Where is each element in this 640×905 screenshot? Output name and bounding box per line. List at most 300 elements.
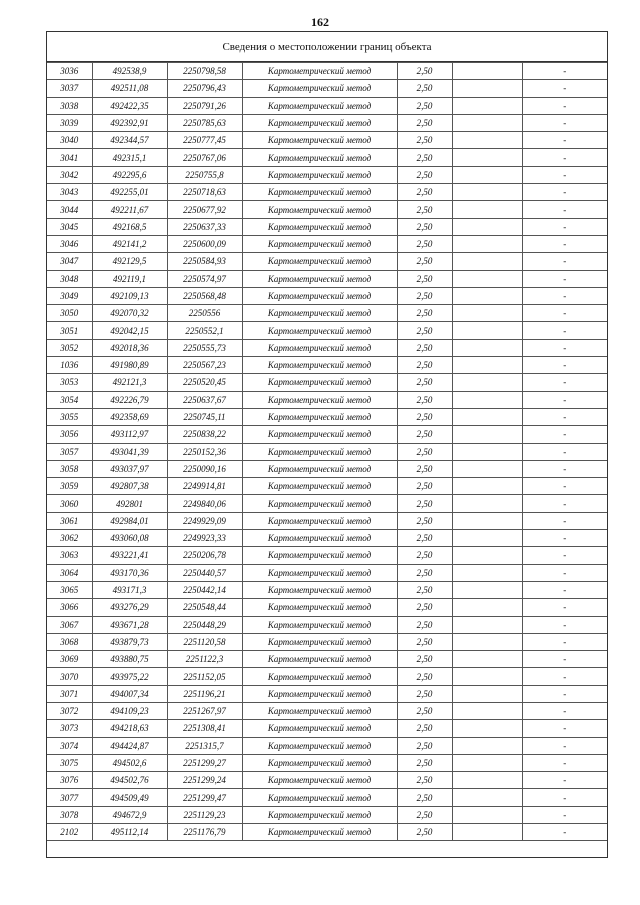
table-row — [47, 63, 607, 80]
cell-accuracy: 2,50 — [397, 789, 452, 806]
cell-extra — [452, 530, 522, 547]
cell-point-number: 3062 — [47, 530, 92, 547]
cell-description: - — [522, 391, 607, 408]
cell-y-coordinate: 2250838,22 — [167, 426, 242, 443]
cell-extra — [452, 512, 522, 529]
cell-description: - — [522, 633, 607, 650]
cell-y-coordinate: 2250552,1 — [167, 322, 242, 339]
cell-y-coordinate: 2251267,97 — [167, 702, 242, 719]
table-row — [47, 460, 607, 477]
cell-method: Картометрический метод — [242, 357, 397, 374]
table-row — [47, 374, 607, 391]
cell-point-number: 1036 — [47, 357, 92, 374]
cell-description: - — [522, 789, 607, 806]
cell-x-coordinate: 493879,73 — [92, 633, 167, 650]
cell-y-coordinate: 2250600,09 — [167, 235, 242, 252]
cell-point-number: 3076 — [47, 772, 92, 789]
cell-y-coordinate: 2251120,58 — [167, 633, 242, 650]
cell-x-coordinate: 492538,9 — [92, 63, 167, 80]
cell-y-coordinate: 2250520,45 — [167, 374, 242, 391]
table-row — [47, 270, 607, 287]
cell-point-number: 3059 — [47, 478, 92, 495]
table-row — [47, 564, 607, 581]
cell-method: Картометрический метод — [242, 599, 397, 616]
cell-x-coordinate: 493171,3 — [92, 581, 167, 598]
table-row — [47, 478, 607, 495]
cell-method: Картометрический метод — [242, 772, 397, 789]
cell-extra — [452, 339, 522, 356]
table-row — [47, 391, 607, 408]
cell-x-coordinate: 492211,67 — [92, 201, 167, 218]
cell-point-number: 3072 — [47, 702, 92, 719]
cell-y-coordinate: 2251299,24 — [167, 772, 242, 789]
cell-method: Картометрический метод — [242, 737, 397, 754]
cell-accuracy: 2,50 — [397, 218, 452, 235]
cell-accuracy: 2,50 — [397, 530, 452, 547]
table-row — [47, 702, 607, 719]
cell-method: Картометрический метод — [242, 339, 397, 356]
cell-point-number: 3038 — [47, 97, 92, 114]
cell-method: Картометрический метод — [242, 685, 397, 702]
cell-x-coordinate: 494218,63 — [92, 720, 167, 737]
cell-description: - — [522, 270, 607, 287]
cell-y-coordinate: 2251315,7 — [167, 737, 242, 754]
cell-x-coordinate: 493060,08 — [92, 530, 167, 547]
cell-method: Картометрический метод — [242, 201, 397, 218]
cell-description: - — [522, 651, 607, 668]
table-row — [47, 322, 607, 339]
cell-y-coordinate: 2249923,33 — [167, 530, 242, 547]
cell-y-coordinate: 2250791,26 — [167, 97, 242, 114]
cell-x-coordinate: 492801 — [92, 495, 167, 512]
cell-extra — [452, 581, 522, 598]
cell-accuracy: 2,50 — [397, 754, 452, 771]
cell-y-coordinate: 2250206,78 — [167, 547, 242, 564]
cell-y-coordinate: 2250442,14 — [167, 581, 242, 598]
cell-extra — [452, 426, 522, 443]
cell-accuracy: 2,50 — [397, 305, 452, 322]
table-row — [47, 287, 607, 304]
cell-method: Картометрический метод — [242, 80, 397, 97]
cell-point-number: 3039 — [47, 114, 92, 131]
table-row — [47, 512, 607, 529]
cell-extra — [452, 616, 522, 633]
cell-y-coordinate: 2250767,06 — [167, 149, 242, 166]
cell-y-coordinate: 2251299,27 — [167, 754, 242, 771]
cell-description: - — [522, 547, 607, 564]
cell-accuracy: 2,50 — [397, 63, 452, 80]
cell-extra — [452, 374, 522, 391]
cell-x-coordinate: 493170,36 — [92, 564, 167, 581]
cell-point-number: 3060 — [47, 495, 92, 512]
cell-accuracy: 2,50 — [397, 166, 452, 183]
cell-method: Картометрический метод — [242, 426, 397, 443]
cell-point-number: 3063 — [47, 547, 92, 564]
cell-accuracy: 2,50 — [397, 235, 452, 252]
table-row — [47, 97, 607, 114]
cell-point-number: 3054 — [47, 391, 92, 408]
cell-y-coordinate: 2249929,09 — [167, 512, 242, 529]
cell-method: Картометрический метод — [242, 702, 397, 719]
cell-point-number: 3056 — [47, 426, 92, 443]
cell-method: Картометрический метод — [242, 651, 397, 668]
table-row — [47, 80, 607, 97]
cell-extra — [452, 720, 522, 737]
cell-x-coordinate: 494424,87 — [92, 737, 167, 754]
cell-extra — [452, 599, 522, 616]
cell-x-coordinate: 492168,5 — [92, 218, 167, 235]
table-row — [47, 754, 607, 771]
cell-y-coordinate: 2250152,36 — [167, 443, 242, 460]
cell-x-coordinate: 494672,9 — [92, 806, 167, 823]
cell-x-coordinate: 492042,15 — [92, 322, 167, 339]
cell-method: Картометрический метод — [242, 633, 397, 650]
cell-accuracy: 2,50 — [397, 564, 452, 581]
cell-method: Картометрический метод — [242, 97, 397, 114]
cell-point-number: 3036 — [47, 63, 92, 80]
cell-point-number: 3061 — [47, 512, 92, 529]
cell-y-coordinate: 2250798,58 — [167, 63, 242, 80]
cell-description: - — [522, 824, 607, 841]
table-row — [47, 616, 607, 633]
cell-description: - — [522, 478, 607, 495]
cell-method: Картометрический метод — [242, 495, 397, 512]
cell-method: Картометрический метод — [242, 114, 397, 131]
cell-description: - — [522, 685, 607, 702]
cell-y-coordinate: 2250448,29 — [167, 616, 242, 633]
cell-x-coordinate: 493880,75 — [92, 651, 167, 668]
cell-accuracy: 2,50 — [397, 668, 452, 685]
table-row — [47, 201, 607, 218]
cell-x-coordinate: 493037,97 — [92, 460, 167, 477]
cell-x-coordinate: 493041,39 — [92, 443, 167, 460]
cell-x-coordinate: 492807,38 — [92, 478, 167, 495]
cell-description: - — [522, 720, 607, 737]
cell-y-coordinate: 2251308,41 — [167, 720, 242, 737]
cell-extra — [452, 201, 522, 218]
cell-extra — [452, 63, 522, 80]
cell-accuracy: 2,50 — [397, 737, 452, 754]
cell-accuracy: 2,50 — [397, 270, 452, 287]
cell-point-number: 3046 — [47, 235, 92, 252]
page-frame — [46, 31, 608, 858]
cell-method: Картометрический метод — [242, 581, 397, 598]
cell-extra — [452, 235, 522, 252]
cell-description: - — [522, 218, 607, 235]
cell-description: - — [522, 512, 607, 529]
table-row — [47, 166, 607, 183]
cell-method: Картометрический метод — [242, 408, 397, 425]
cell-accuracy: 2,50 — [397, 114, 452, 131]
table-row — [47, 235, 607, 252]
cell-point-number: 3064 — [47, 564, 92, 581]
cell-extra — [452, 253, 522, 270]
cell-accuracy: 2,50 — [397, 374, 452, 391]
table-row — [47, 651, 607, 668]
table-row — [47, 737, 607, 754]
cell-method: Картометрический метод — [242, 132, 397, 149]
cell-accuracy: 2,50 — [397, 478, 452, 495]
cell-x-coordinate: 493671,28 — [92, 616, 167, 633]
cell-description: - — [522, 702, 607, 719]
cell-description: - — [522, 754, 607, 771]
cell-method: Картометрический метод — [242, 374, 397, 391]
table-row — [47, 305, 607, 322]
cell-description: - — [522, 374, 607, 391]
table-row — [47, 149, 607, 166]
cell-accuracy: 2,50 — [397, 80, 452, 97]
cell-accuracy: 2,50 — [397, 132, 452, 149]
cell-accuracy: 2,50 — [397, 184, 452, 201]
cell-extra — [452, 132, 522, 149]
cell-x-coordinate: 494007,34 — [92, 685, 167, 702]
cell-y-coordinate: 2250745,11 — [167, 408, 242, 425]
table-row — [47, 339, 607, 356]
cell-accuracy: 2,50 — [397, 287, 452, 304]
cell-method: Картометрический метод — [242, 616, 397, 633]
cell-extra — [452, 97, 522, 114]
cell-description: - — [522, 408, 607, 425]
cell-x-coordinate: 494509,49 — [92, 789, 167, 806]
cell-extra — [452, 495, 522, 512]
cell-method: Картометрический метод — [242, 478, 397, 495]
cell-description: - — [522, 806, 607, 823]
cell-accuracy: 2,50 — [397, 616, 452, 633]
cell-y-coordinate: 2251176,79 — [167, 824, 242, 841]
cell-extra — [452, 824, 522, 841]
table-row — [47, 408, 607, 425]
table-row — [47, 581, 607, 598]
cell-point-number: 3042 — [47, 166, 92, 183]
table-row — [47, 495, 607, 512]
cell-accuracy: 2,50 — [397, 824, 452, 841]
cell-point-number: 3048 — [47, 270, 92, 287]
cell-accuracy: 2,50 — [397, 97, 452, 114]
table-row — [47, 685, 607, 702]
cell-y-coordinate: 2250548,44 — [167, 599, 242, 616]
cell-description: - — [522, 772, 607, 789]
cell-point-number: 3055 — [47, 408, 92, 425]
cell-description: - — [522, 616, 607, 633]
cell-accuracy: 2,50 — [397, 633, 452, 650]
cell-method: Картометрический метод — [242, 322, 397, 339]
cell-method: Картометрический метод — [242, 806, 397, 823]
cell-accuracy: 2,50 — [397, 426, 452, 443]
cell-description: - — [522, 322, 607, 339]
table-row — [47, 824, 607, 841]
cell-point-number: 2102 — [47, 824, 92, 841]
cell-y-coordinate: 2250574,97 — [167, 270, 242, 287]
cell-extra — [452, 305, 522, 322]
cell-accuracy: 2,50 — [397, 685, 452, 702]
cell-method: Картометрический метод — [242, 305, 397, 322]
cell-point-number: 3066 — [47, 599, 92, 616]
cell-description: - — [522, 253, 607, 270]
cell-method: Картометрический метод — [242, 391, 397, 408]
cell-accuracy: 2,50 — [397, 443, 452, 460]
cell-x-coordinate: 492141,2 — [92, 235, 167, 252]
cell-description: - — [522, 339, 607, 356]
cell-y-coordinate: 2250796,43 — [167, 80, 242, 97]
cell-y-coordinate: 2251129,23 — [167, 806, 242, 823]
table-row — [47, 547, 607, 564]
cell-method: Картометрический метод — [242, 218, 397, 235]
cell-extra — [452, 322, 522, 339]
cell-description: - — [522, 443, 607, 460]
cell-description: - — [522, 166, 607, 183]
cell-extra — [452, 685, 522, 702]
cell-point-number: 3053 — [47, 374, 92, 391]
cell-x-coordinate: 492344,57 — [92, 132, 167, 149]
cell-description: - — [522, 184, 607, 201]
coordinates-table — [47, 62, 607, 841]
table-row — [47, 443, 607, 460]
cell-y-coordinate: 2250637,67 — [167, 391, 242, 408]
cell-accuracy: 2,50 — [397, 806, 452, 823]
cell-method: Картометрический метод — [242, 287, 397, 304]
cell-y-coordinate: 2251299,47 — [167, 789, 242, 806]
cell-description: - — [522, 201, 607, 218]
table-row — [47, 218, 607, 235]
cell-y-coordinate: 2250777,45 — [167, 132, 242, 149]
cell-y-coordinate: 2249840,06 — [167, 495, 242, 512]
cell-x-coordinate: 492119,1 — [92, 270, 167, 287]
cell-x-coordinate: 493276,29 — [92, 599, 167, 616]
cell-y-coordinate: 2251152,05 — [167, 668, 242, 685]
table-row — [47, 668, 607, 685]
cell-y-coordinate: 2250785,63 — [167, 114, 242, 131]
table-row — [47, 184, 607, 201]
cell-point-number: 3045 — [47, 218, 92, 235]
cell-method: Картометрический метод — [242, 754, 397, 771]
cell-extra — [452, 754, 522, 771]
cell-extra — [452, 80, 522, 97]
cell-extra — [452, 668, 522, 685]
cell-extra — [452, 408, 522, 425]
coordinates-table-body — [47, 63, 607, 841]
cell-accuracy: 2,50 — [397, 357, 452, 374]
cell-x-coordinate: 492358,69 — [92, 408, 167, 425]
cell-point-number: 3052 — [47, 339, 92, 356]
cell-extra — [452, 184, 522, 201]
cell-y-coordinate: 2251196,21 — [167, 685, 242, 702]
cell-accuracy: 2,50 — [397, 339, 452, 356]
cell-x-coordinate: 492121,3 — [92, 374, 167, 391]
cell-y-coordinate: 2250568,48 — [167, 287, 242, 304]
cell-accuracy: 2,50 — [397, 772, 452, 789]
cell-y-coordinate: 2250677,92 — [167, 201, 242, 218]
cell-extra — [452, 270, 522, 287]
cell-point-number: 3070 — [47, 668, 92, 685]
cell-extra — [452, 737, 522, 754]
cell-extra — [452, 564, 522, 581]
table-row — [47, 789, 607, 806]
cell-description: - — [522, 426, 607, 443]
cell-description: - — [522, 599, 607, 616]
cell-accuracy: 2,50 — [397, 581, 452, 598]
cell-x-coordinate: 493221,41 — [92, 547, 167, 564]
cell-method: Картометрический метод — [242, 789, 397, 806]
table-row — [47, 357, 607, 374]
cell-description: - — [522, 114, 607, 131]
cell-extra — [452, 166, 522, 183]
cell-y-coordinate: 2250718,63 — [167, 184, 242, 201]
cell-description: - — [522, 305, 607, 322]
cell-description: - — [522, 63, 607, 80]
cell-description: - — [522, 581, 607, 598]
cell-point-number: 3073 — [47, 720, 92, 737]
page-number: 162 — [311, 15, 329, 29]
cell-extra — [452, 460, 522, 477]
cell-extra — [452, 633, 522, 650]
cell-extra — [452, 702, 522, 719]
cell-description: - — [522, 495, 607, 512]
cell-x-coordinate: 492226,79 — [92, 391, 167, 408]
cell-method: Картометрический метод — [242, 443, 397, 460]
cell-extra — [452, 478, 522, 495]
table-row — [47, 114, 607, 131]
cell-point-number: 3068 — [47, 633, 92, 650]
table-row — [47, 720, 607, 737]
cell-x-coordinate: 492392,91 — [92, 114, 167, 131]
cell-point-number: 3041 — [47, 149, 92, 166]
cell-accuracy: 2,50 — [397, 322, 452, 339]
cell-description: - — [522, 357, 607, 374]
cell-accuracy: 2,50 — [397, 460, 452, 477]
table-row — [47, 772, 607, 789]
cell-description: - — [522, 530, 607, 547]
cell-point-number: 3057 — [47, 443, 92, 460]
cell-description: - — [522, 80, 607, 97]
table-row — [47, 426, 607, 443]
cell-description: - — [522, 132, 607, 149]
cell-extra — [452, 443, 522, 460]
cell-point-number: 3071 — [47, 685, 92, 702]
cell-x-coordinate: 491980,89 — [92, 357, 167, 374]
cell-description: - — [522, 235, 607, 252]
cell-accuracy: 2,50 — [397, 599, 452, 616]
cell-method: Картометрический метод — [242, 530, 397, 547]
cell-accuracy: 2,50 — [397, 495, 452, 512]
cell-x-coordinate: 494502,76 — [92, 772, 167, 789]
cell-point-number: 3065 — [47, 581, 92, 598]
cell-accuracy: 2,50 — [397, 651, 452, 668]
cell-y-coordinate: 2249914,81 — [167, 478, 242, 495]
cell-point-number: 3058 — [47, 460, 92, 477]
cell-accuracy: 2,50 — [397, 201, 452, 218]
cell-description: - — [522, 149, 607, 166]
cell-extra — [452, 149, 522, 166]
cell-accuracy: 2,50 — [397, 702, 452, 719]
cell-point-number: 3043 — [47, 184, 92, 201]
cell-y-coordinate: 2251122,3 — [167, 651, 242, 668]
cell-accuracy: 2,50 — [397, 512, 452, 529]
cell-point-number: 3074 — [47, 737, 92, 754]
cell-accuracy: 2,50 — [397, 391, 452, 408]
cell-x-coordinate: 492422,35 — [92, 97, 167, 114]
cell-x-coordinate: 492129,5 — [92, 253, 167, 270]
cell-y-coordinate: 2250555,73 — [167, 339, 242, 356]
cell-point-number: 3077 — [47, 789, 92, 806]
cell-x-coordinate: 492109,13 — [92, 287, 167, 304]
table-row — [47, 253, 607, 270]
cell-y-coordinate: 2250567,23 — [167, 357, 242, 374]
cell-x-coordinate: 492984,01 — [92, 512, 167, 529]
cell-method: Картометрический метод — [242, 253, 397, 270]
cell-method: Картометрический метод — [242, 166, 397, 183]
table-row — [47, 633, 607, 650]
cell-method: Картометрический метод — [242, 235, 397, 252]
